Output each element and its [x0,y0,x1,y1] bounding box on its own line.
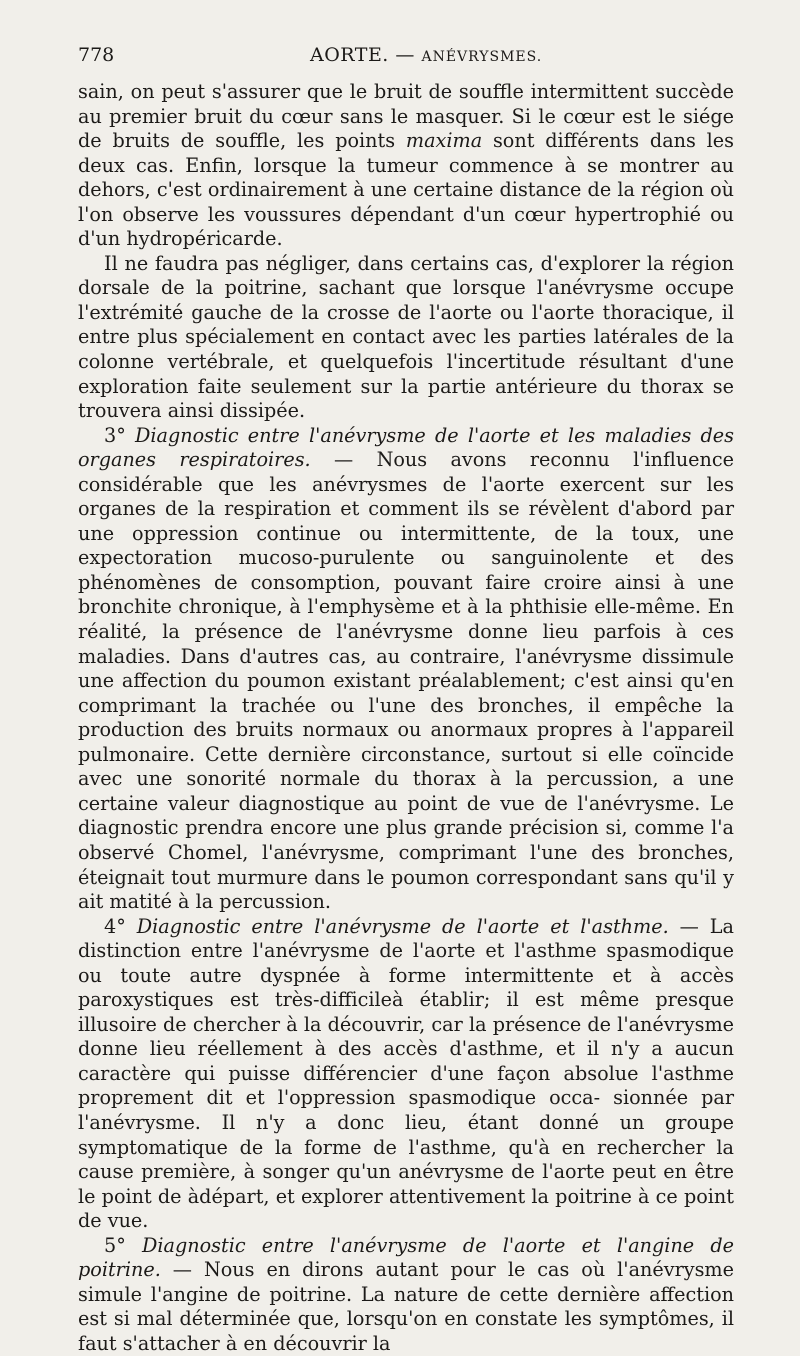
running-title [310,44,542,66]
paragraph-text: sain, on peut s'assurer que le bruit de souffle intermittent succède au premier bruit du cœur sans le masquer. Si le cœur est le siége de bruits de souffle, les points [78,80,734,153]
section-number: 5° [104,1233,126,1257]
paragraph-dorsal-exploration: Il ne faudra pas négliger, dans certains cas, d'explorer la région dorsale de la poitrine, sachant que lorsque l'anévrysme occupe l'extrémité gauche de la crosse de l'aorte ou l'aorte thoracique, il entre plus spécialement en contact avec les parties latérales de la colonne vertébrale, et quelquefois l'incertitude résultant d'une exploration faite seulement sur la partie antérieure du thorax se trouvera ainsi dissipée. [78,251,734,423]
paragraph-continuation [78,80,734,252]
section-text: — Nous avons reconnu l'influence considérable que les anévrysmes de l'aorte exercent sur les organes de la respiration et comment ils se révèlent d'abord par une oppression continue ou intermittente, de la toux, une expectoration mucoso-purulente ou sanguinolente et des phénomènes de consomption, pouvant faire croire ainsi à une bronchite chronique, à l'emphysème et à la phthisie elle-même. En réalité, la présence de l'anévrysme donne lieu parfois à ces maladies. Dans d'autres cas, au contraire, l'anévrysme dissimule une affection du poumon existant préalablement; c'est ainsi qu'en comprimant la trachée ou l'une des bronches, il empêche la production des bruits normaux ou anormaux propres à l'appareil pulmonaire. Cette dernière circonstance, surtout si elle coïncide avec une sonorité normale du thorax à la percussion, a une certaine valeur diagnostique au point de vue de l'anévrysme. Le diagnostic prendra encore une plus grande précision si, comme l'a observé Chomel, l'anévrysme, comprimant l'une des bronches, éteignait tout murmure dans le poumon correspondant sans qu'il y ait matité à la percussion. [78,448,734,914]
body-text [78,80,734,1356]
section-text: — Nous en dirons autant pour le cas où l'anévrysme simule l'angine de poitrine. La nature de cette dernière affection est si mal déterminée que, lorsqu'on en constate les symptômes, il faut s'attacher à en découvrir la [78,1258,734,1355]
section-5-angina [78,1234,734,1356]
section-number: 3° [104,423,126,447]
section-title: Diagnostic entre l'anévrysme de l'aorte et l'angine de poitrine. [78,1233,734,1282]
section-number: 4° [104,914,126,938]
running-header [78,44,734,70]
emphasis-maxima: maxima [405,129,483,153]
section-title: Diagnostic entre l'anévrysme de l'aorte et les maladies des organes respiratoires. [78,423,734,472]
section-4-asthma [78,915,734,1234]
section-3-respiratory [78,424,734,915]
section-text: — La distinction entre l'anévrysme de l'aorte et l'asthme spasmodique ou toute autre dyspnée à forme intermittente et à accès paroxystiques est très-difficileà établir; il est même presque illusoire de chercher à la découvrir, car la présence de l'anévrysme donne lieu réellement à des accès d'asthme, et il n'y a aucun caractère qui puisse différencier d'une façon absolue l'asthme proprement dit et l'oppression spasmodique occa- sionnée par l'anévrysme. Il n'y a donc lieu, étant donné un groupe symptomatique de la forme de l'asthme, qu'à en rechercher la cause première, à songer qu'un anévrysme de l'aorte peut en être le point de àdépart, et explorer attentivement la poitrine à ce point de vue. [78,914,734,1233]
running-title-sub: ANÉVRYSMES. [421,49,543,65]
section-title: Diagnostic entre l'anévrysme de l'aorte et l'asthme. [125,914,669,938]
page-number: 778 [78,44,115,66]
paragraph-text: sont différents dans les deux cas. Enfin, lorsque la tumeur commence à se montrer au dehors, c'est ordinairement à une certaine distance de la région où l'on observe les voussures dépendant d'un cœur hypertrophié ou d'un hydropéricarde. [78,129,734,251]
running-title-main: AORTE. — [310,44,415,66]
